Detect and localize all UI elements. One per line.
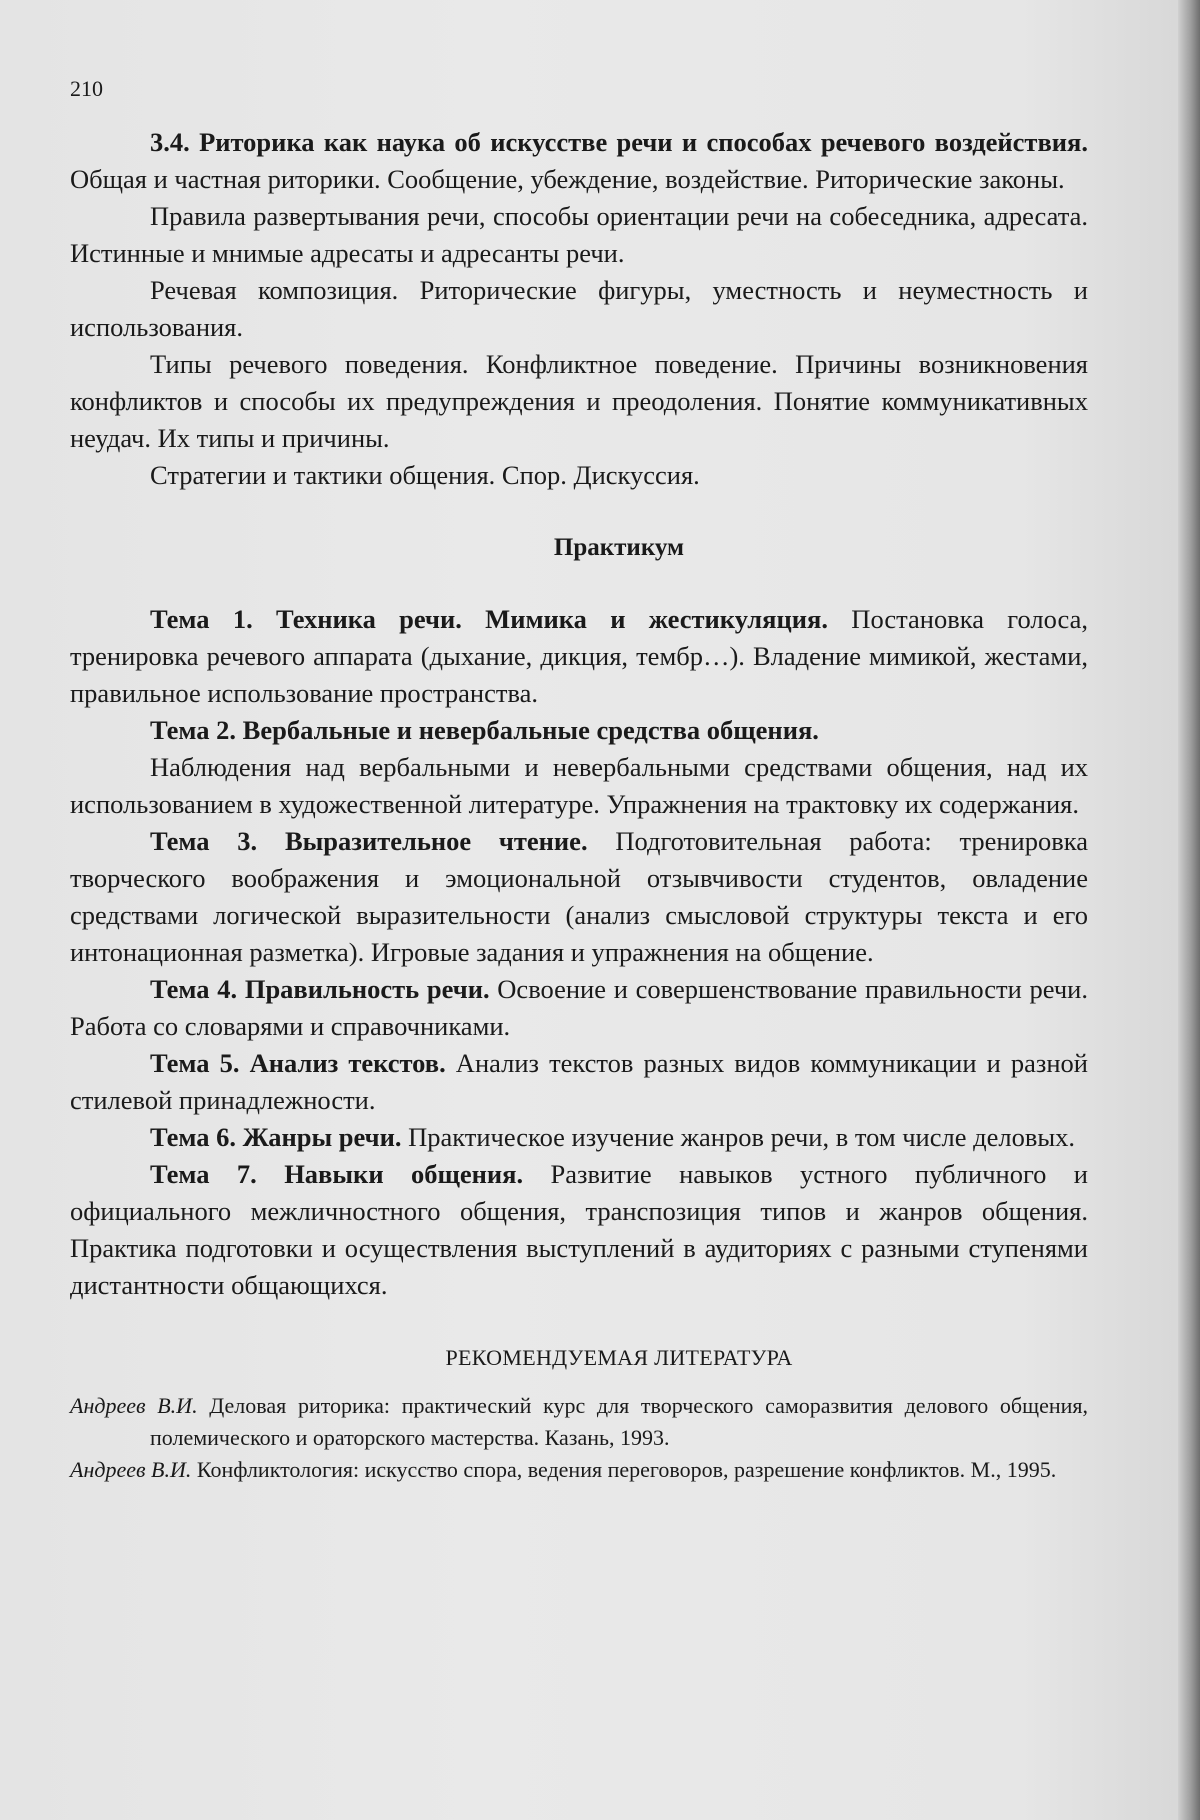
topic-heading: Тема 6. Жанры речи. xyxy=(150,1122,402,1152)
reference-text: Конфликтология: искусство спора, ведения переговоров, разрешение конфликтов. М., 1995. xyxy=(191,1457,1057,1482)
section-heading-paragraph xyxy=(70,124,1088,198)
topic-heading: Тема 4. Правильность речи. xyxy=(150,974,490,1004)
topic-paragraph xyxy=(70,1045,1088,1119)
topic-heading: Тема 3. Выразительное чтение. xyxy=(150,826,588,856)
topic-paragraph xyxy=(70,823,1088,971)
topic-paragraph xyxy=(70,1156,1088,1304)
topic-text: Развитие навыков устного публичного и официального межличностного общения, транспозиция типов и жанров общения. Практика подготовки и осуществления выступлений в аудиториях с разными ступенями дистантности общающихся. xyxy=(70,1159,1088,1300)
section-paragraph: Речевая композиция. Риторические фигуры, уместность и неуместность и использования. xyxy=(70,275,1088,342)
section-paragraph: Типы речевого поведения. Конфликтное поведение. Причины возникновения конфликтов и способы их предупреждения и преодоления. Понятие коммуникативных неудач. Их типы и причины. xyxy=(70,349,1088,453)
section-heading-rest: Общая и частная риторики. Сообщение, убеждение, воздействие. Риторические законы. xyxy=(70,164,1065,194)
topic-text: Наблюдения над вербальными и невербальными средствами общения, над их использованием в художественной литературе. Упражнения на трактовку их содержания. xyxy=(70,752,1088,819)
page-edge-shadow xyxy=(1178,0,1200,1820)
reference-text: Деловая риторика: практический курс для творческого саморазвития делового общения, полемического и ораторского мастерства. Казань, 1993. xyxy=(150,1393,1088,1450)
section-paragraph: Правила развертывания речи, способы ориентации речи на собеседника, адресата. Истинные и мнимые адресаты и адресанты речи. xyxy=(70,201,1088,268)
topic-paragraph xyxy=(70,749,1088,823)
section-heading: 3.4. Риторика как наука об искусстве речи и способах речевого воздействия. xyxy=(150,127,1088,157)
reference-author: Андреев В.И. xyxy=(70,1457,192,1482)
topic-text: Подготовительная работа: тренировка творческого воображения и эмоциональной отзывчивости студентов, овладение средствами логической выразительности (анализ смысловой структуры текста и его интонационная разметка). Игровые задания и упражнения на общение. xyxy=(70,826,1088,967)
practicum-title: Практикум xyxy=(553,534,685,561)
reference-item xyxy=(70,1454,1088,1486)
topic-text: Постановка голоса, тренировка речевого аппарата (дыхание, дикция, тембр…). Владение мимикой, жестами, правильное использование пространства. xyxy=(70,604,1088,708)
topic-text: Анализ текстов разных видов коммуникации и разной стилевой принадлежности. xyxy=(70,1048,1088,1115)
topic-paragraph xyxy=(70,601,1088,712)
topic-text: Освоение и совершенствование правильности речи. Работа со словарями и справочниками. xyxy=(70,974,1088,1041)
topic-paragraph xyxy=(70,971,1088,1045)
topic-paragraph xyxy=(70,1119,1088,1156)
topic-heading: Тема 1. Техника речи. Мимика и жестикуляция. xyxy=(150,604,828,634)
section-paragraph: Стратегии и тактики общения. Спор. Дискуссия. xyxy=(150,460,700,490)
page-content xyxy=(70,124,1088,1486)
topic-heading: Тема 2. Вербальные и невербальные средства общения. xyxy=(150,715,819,745)
reference-list xyxy=(70,1390,1088,1486)
topic-heading: Тема 7. Навыки общения. xyxy=(150,1159,524,1189)
page-number: 210 xyxy=(70,76,103,101)
topic-heading: Тема 5. Анализ текстов. xyxy=(150,1048,446,1078)
literature-title: РЕКОМЕНДУЕМАЯ ЛИТЕРАТУРА xyxy=(445,1345,793,1370)
topic-paragraph xyxy=(70,712,1088,749)
topic-text: Практическое изучение жанров речи, в том числе деловых. xyxy=(401,1122,1076,1152)
reference-author: Андреев В.И. xyxy=(70,1393,198,1418)
reference-item xyxy=(70,1390,1088,1454)
